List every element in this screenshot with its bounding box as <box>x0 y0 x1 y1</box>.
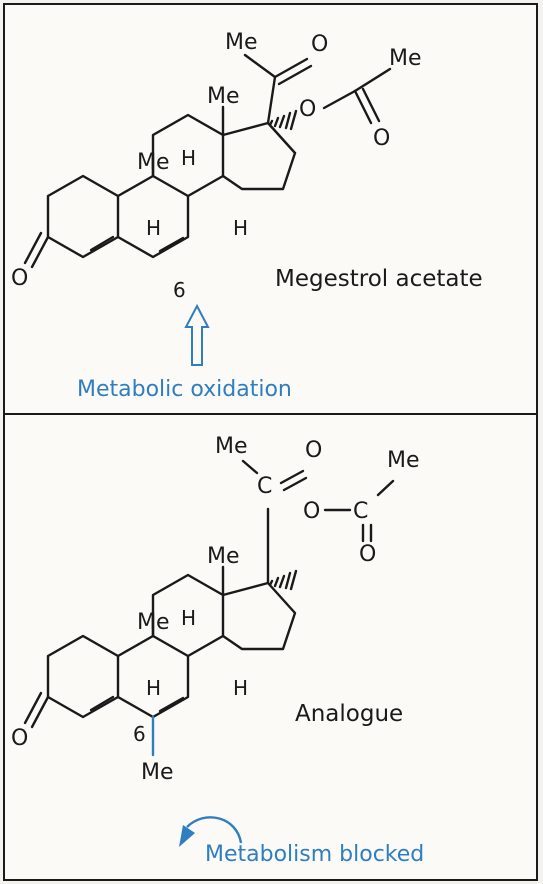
metabolic-oxidation-label: Metabolic oxidation <box>77 377 292 402</box>
c13-methyl-label: Me <box>207 544 240 569</box>
c9-hydrogen-label: H <box>146 676 162 700</box>
compound-name-megestrol-acetate: Megestrol acetate <box>275 266 483 292</box>
c6-methyl-label: Me <box>141 760 174 785</box>
ketone-carbon-label: C <box>257 474 273 499</box>
analogue-structure <box>5 415 536 879</box>
megestrol-acetate-structure <box>5 5 536 413</box>
ester-oxygen-label: O <box>303 499 321 524</box>
panel-megestrol-acetate <box>3 3 538 415</box>
c3-oxygen-label: O <box>11 726 29 751</box>
c9-hydrogen-label: H <box>146 216 162 240</box>
up-arrow-icon <box>186 306 208 365</box>
c8-hydrogen-label: H <box>181 146 197 170</box>
acetate-me-label: Me <box>389 46 422 71</box>
ketone-oxygen-label: O <box>311 32 329 57</box>
c13-methyl-label: Me <box>207 84 240 109</box>
carbonyl-oxygen-label: O <box>359 542 377 567</box>
carbonyl-oxygen-label: O <box>373 126 391 151</box>
ester-oxygen-label: O <box>299 97 317 122</box>
c10-methyl-label: Me <box>137 610 170 635</box>
panel-analogue <box>3 413 538 881</box>
c8-hydrogen-label: H <box>181 606 197 630</box>
c3-oxygen-label: O <box>11 266 29 291</box>
acetate-carbon-label: C <box>353 499 369 524</box>
me-ketone-label: Me <box>215 434 248 459</box>
c14-hydrogen-label: H <box>233 216 249 240</box>
compound-name-analogue: Analogue <box>295 701 404 727</box>
c10-methyl-label: Me <box>137 150 170 175</box>
ketone-oxygen-label: O <box>305 438 323 463</box>
metabolism-blocked-label: Metabolism blocked <box>205 842 425 867</box>
acetate-me-label: Me <box>387 448 420 473</box>
c14-hydrogen-label: H <box>233 676 249 700</box>
me-ketone-label: Me <box>225 30 258 55</box>
position-6-label: 6 <box>133 722 146 746</box>
position-6-label: 6 <box>173 278 186 302</box>
